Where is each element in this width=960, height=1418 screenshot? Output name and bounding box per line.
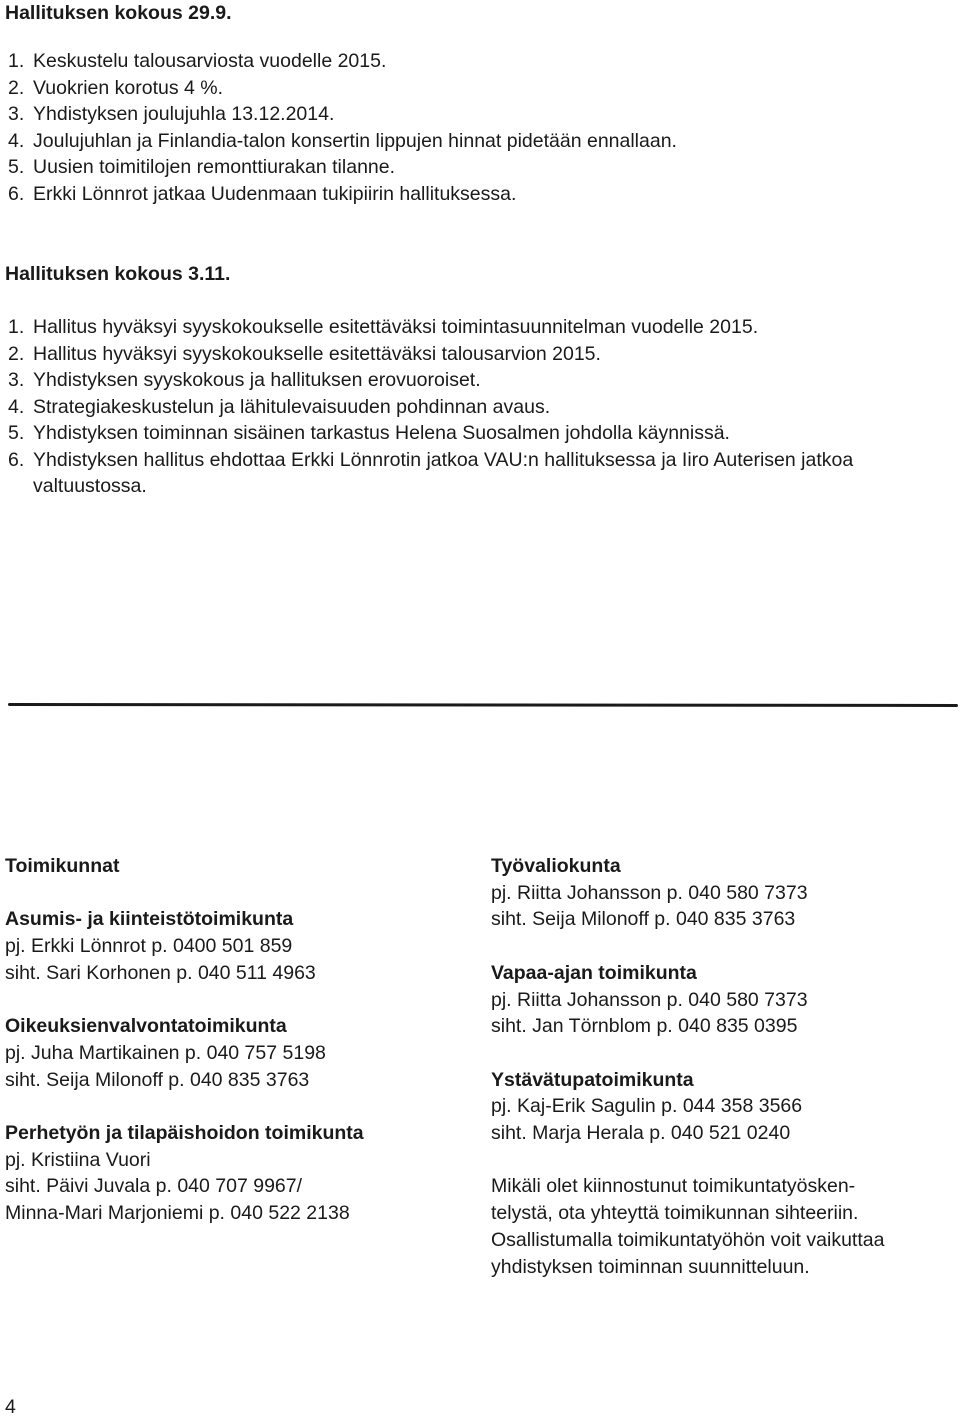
committee-secretary: siht. Sari Korhonen p. 040 511 4963 — [5, 961, 316, 984]
committee-title: Asumis- ja kiinteistötoimikunta — [5, 908, 294, 931]
item-text: Vuokrien korotus 4 %. — [33, 76, 224, 99]
list-item — [0, 420, 930, 447]
item-text: Uusien toimitilojen remonttiurakan tilanne. — [33, 156, 396, 178]
item-text: Strategiakeskustelun ja lähitulevaisuuden pohdinnan avaus. — [33, 395, 551, 418]
item-text: Joulujuhlan ja Finlandia-talon konsertin lippujen hinnat pidetään ennallaan. — [33, 129, 677, 152]
section-divider — [8, 703, 958, 707]
item-text: Hallitus hyväksyi syyskokoukselle esitettäväksi talousarvion 2015. — [33, 342, 601, 365]
list-item — [0, 48, 940, 75]
item-number: 4. — [8, 129, 25, 152]
committee-note-line: yhdistyksen toiminnan suunnitteluun. — [491, 1255, 810, 1278]
item-number: 6. — [8, 182, 25, 205]
meeting1-list — [0, 48, 940, 207]
committee-title: Perhetyön ja tilapäishoidon toimikunta — [5, 1121, 364, 1144]
committee-chair: pj. Kaj-Erik Sagulin p. 044 358 3566 — [491, 1095, 803, 1118]
list-item — [0, 314, 930, 341]
item-text: Yhdistyksen toiminnan sisäinen tarkastus Helena Suosalmen johdolla käynnissä. — [33, 422, 730, 444]
item-text: Keskustelu talousarviosta vuodelle 2015. — [33, 50, 387, 72]
committees-title: Toimikunnat — [5, 855, 120, 877]
meeting1-title: Hallituksen kokous 29.9. — [5, 2, 232, 24]
item-number: 1. — [8, 50, 25, 72]
committee-secretary: siht. Marja Herala p. 040 521 0240 — [491, 1122, 791, 1144]
item-text: Yhdistyksen syyskokous ja hallituksen erovuoroiset. — [33, 369, 481, 391]
list-item — [0, 181, 940, 208]
committee-chair: pj. Juha Martikainen p. 040 757 5198 — [5, 1041, 326, 1064]
item-text: Erkki Lönnrot jatkaa Uudenmaan tukipiirin hallituksessa. — [33, 182, 517, 205]
list-item — [0, 101, 940, 128]
list-item — [0, 128, 940, 155]
committee-chair: pj. Erkki Lönnrot p. 0400 501 859 — [5, 935, 293, 958]
item-number: 1. — [8, 316, 25, 338]
list-item — [0, 367, 930, 394]
item-number: 5. — [8, 422, 25, 444]
item-number: 3. — [8, 103, 25, 125]
item-text: Yhdistyksen hallitus ehdottaa Erkki Lönnrotin jatkoa VAU:n hallituksessa ja Iiro Auterisen jatkoa valtuustossa. — [33, 448, 854, 497]
item-number: 4. — [8, 395, 25, 418]
committees-right-column — [491, 853, 951, 1280]
item-text: Yhdistyksen joulujuhla 13.12.2014. — [33, 103, 335, 125]
committee-title: Vapaa-ajan toimikunta — [491, 961, 697, 984]
list-item — [0, 341, 930, 368]
committee-note-line: telystä, ota yhteyttä toimikunnan sihteeriin. — [491, 1202, 859, 1225]
committee-secretary: Minna-Mari Marjoniemi p. 040 522 2138 — [5, 1202, 350, 1225]
committee-secretary: siht. Seija Milonoff p. 040 835 3763 — [491, 908, 796, 931]
committee-note-line: Mikäli olet kiinnostunut toimikuntatyösken- — [491, 1175, 856, 1198]
committee-secretary: siht. Jan Törnblom p. 040 835 0395 — [491, 1015, 798, 1038]
committee-chair: pj. Riitta Johansson p. 040 580 7373 — [491, 881, 808, 904]
committee-chair: pj. Riitta Johansson p. 040 580 7373 — [491, 988, 808, 1011]
list-item — [0, 447, 930, 500]
meeting2-list — [0, 314, 930, 500]
list-item — [0, 394, 930, 421]
item-text: Hallitus hyväksyi syyskokoukselle esitettäväksi toimintasuunnitelman vuodelle 2015. — [33, 316, 759, 338]
committee-secretary: siht. Seija Milonoff p. 040 835 3763 — [5, 1068, 310, 1091]
committee-title: Ystävätupatoimikunta — [491, 1068, 694, 1091]
committees-left-column — [5, 853, 465, 1227]
item-number: 6. — [8, 448, 25, 471]
committee-chair: pj. Kristiina Vuori — [5, 1148, 151, 1171]
committee-title: Työvaliokunta — [491, 855, 621, 877]
committee-secretary: siht. Päivi Juvala p. 040 707 9967/ — [5, 1175, 303, 1198]
item-number: 2. — [8, 76, 25, 99]
page-number: 4 — [5, 1396, 16, 1418]
list-item — [0, 75, 940, 102]
item-number: 2. — [8, 342, 25, 365]
item-number: 5. — [8, 156, 25, 178]
committee-note-line: Osallistumalla toimikuntatyöhön voit vaikuttaa — [491, 1228, 885, 1251]
item-number: 3. — [8, 369, 25, 391]
meeting2-title: Hallituksen kokous 3.11. — [5, 263, 231, 285]
list-item — [0, 154, 940, 181]
committee-title: Oikeuksienvalvontatoimikunta — [5, 1015, 287, 1038]
